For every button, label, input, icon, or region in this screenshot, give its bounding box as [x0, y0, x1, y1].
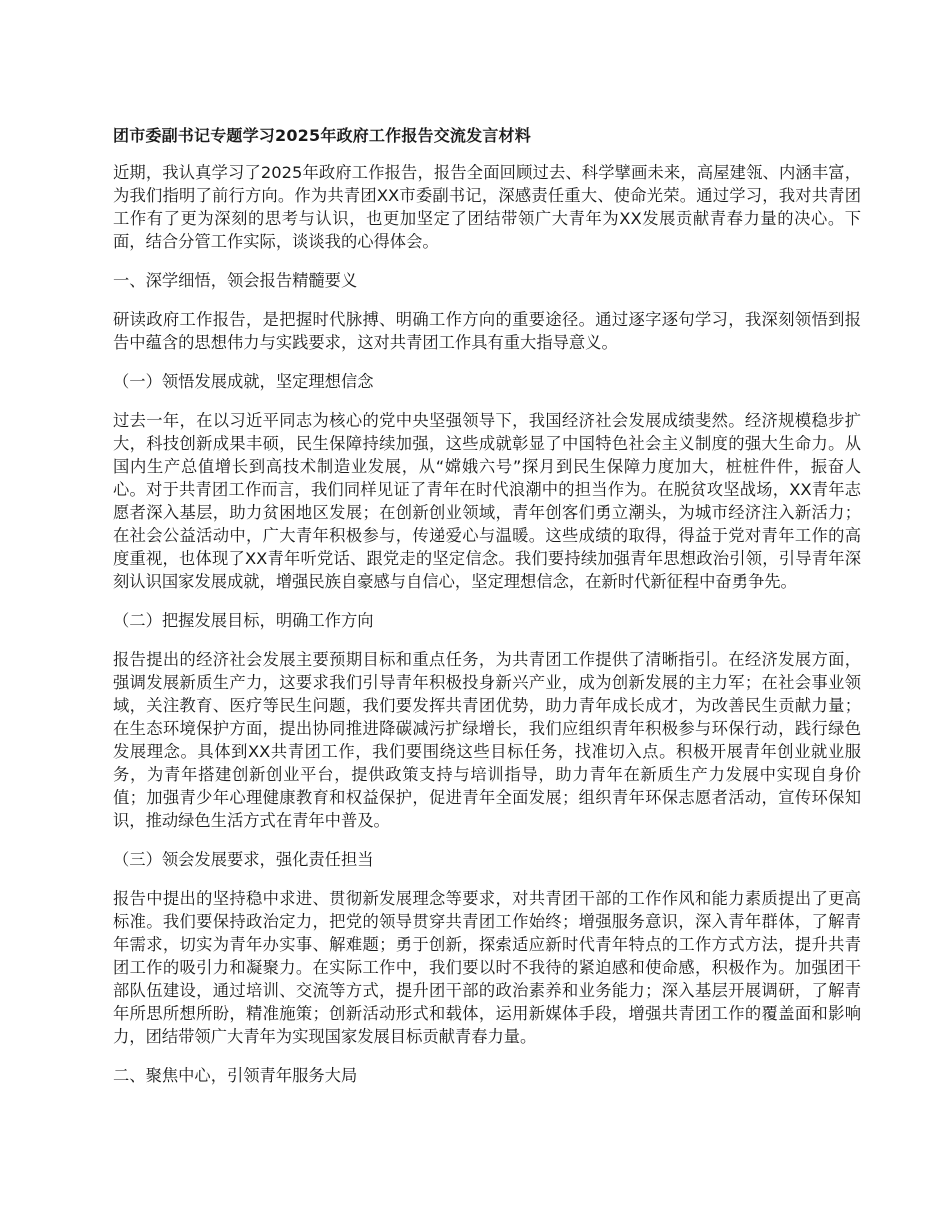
- document-title: 团市委副书记专题学习2025年政府工作报告交流发言材料: [113, 126, 531, 145]
- paragraph-subsection-1-1: 过去一年，在以习近平同志为核心的党中央坚强领导下，我国经济社会发展成绩斐然。经济规模稳步扩大，科技创新成果丰硕，民生保障持续加强，这些成就彰显了中国特色社会主义制度的强大生命力。从国内生产总值增长到高技术制造业发展，从“嫦娥六号”探月到民生保障力度加大，桩桩件件，振奋人心。对于共青团工作而言，我们同样见证了青年在时代浪潮中的担当作为。在脱贫攻坚战场，XX青年志愿者深入基层，助力贫困地区发展；在创新创业领域，青年创客们勇立潮头，为城市经济注入新活力；在社会公益活动中，广大青年积极参与，传递爱心与温暖。这些成绩的取得，得益于党对青年工作的高度重视，也体现了XX青年听党话、跟党走的坚定信念。我们要持续加强青年思想政治引领，引导青年深刻认识国家发展成就，增强民族自豪感与自信心，坚定理想信念，在新时代新征程中奋勇争先。: [113, 411, 861, 591]
- section-heading-2: 二、聚焦中心，引领青年服务大局: [113, 1066, 358, 1085]
- paragraph-subsection-1-2: 报告提出的经济社会发展主要预期目标和重点任务，为共青团工作提供了清晰指引。在经济发展方面，强调发展新质生产力，这要求我们引导青年积极投身新兴产业，成为创新发展的主力军；在社会事业领域，关注教育、医疗等民生问题，我们要发挥共青团优势，助力青年成长成才，为改善民生贡献力量；在生态环境保护方面，提出协同推进降碳减污扩绿增长，我们应组织青年积极参与环保行动，践行绿色发展理念。具体到XX共青团工作，我们要围绕这些目标任务，找准切入点。积极开展青年创业就业服务，为青年搭建创新创业平台，提供政策支持与培训指导，助力青年在新质生产力发展中实现自身价值；加强青少年心理健康教育和权益保护，促进青年全面发展；组织青年环保志愿者活动，宣传环保知识，推动绿色生活方式在青年中普及。: [113, 650, 861, 830]
- document-page: [113, 124, 861, 1103]
- subsection-heading-1-1: （一）领悟发展成就，坚定理想信念: [113, 372, 374, 391]
- section-heading-1: 一、深学细悟，领会报告精髓要义: [113, 271, 358, 290]
- subsection-heading-1-2: （二）把握发展目标，明确工作方向: [113, 611, 374, 630]
- subsection-heading-1-3: （三）领会发展要求，强化责任担当: [113, 850, 374, 869]
- paragraph-section-1: 研读政府工作报告，是把握时代脉搏、明确工作方向的重要途径。通过逐字逐句学习，我深刻领悟到报告中蕴含的思想伟力与实践要求，这对共青团工作具有重大指导意义。: [113, 310, 861, 352]
- paragraph-subsection-1-3: 报告中提出的坚持稳中求进、贯彻新发展理念等要求，对共青团干部的工作作风和能力素质提出了更高标准。我们要保持政治定力，把党的领导贯穿共青团工作始终；增强服务意识，深入青年群体，了解青年需求，切实为青年办实事、解难题；勇于创新，探索适应新时代青年特点的工作方式方法，提升共青团工作的吸引力和凝聚力。在实际工作中，我们要以时不我待的紧迫感和使命感，积极作为。加强团干部队伍建设，通过培训、交流等方式，提升团干部的政治素养和业务能力；深入基层开展调研，了解青年所思所想所盼，精准施策；创新活动形式和载体，运用新媒体手段，增强共青团工作的覆盖面和影响力，团结带领广大青年为实现国家发展目标贡献青春力量。: [113, 889, 861, 1046]
- paragraph-intro: 近期，我认真学习了2025年政府工作报告，报告全面回顾过去、科学擘画未来，高屋建瓴、内涵丰富，为我们指明了前行方向。作为共青团XX市委副书记，深感责任重大、使命光荣。通过学习，我对共青团工作有了更为深刻的思考与认识，也更加坚定了团结带领广大青年为XX发展贡献青春力量的决心。下面，结合分管工作实际，谈谈我的心得体会。: [113, 163, 861, 251]
